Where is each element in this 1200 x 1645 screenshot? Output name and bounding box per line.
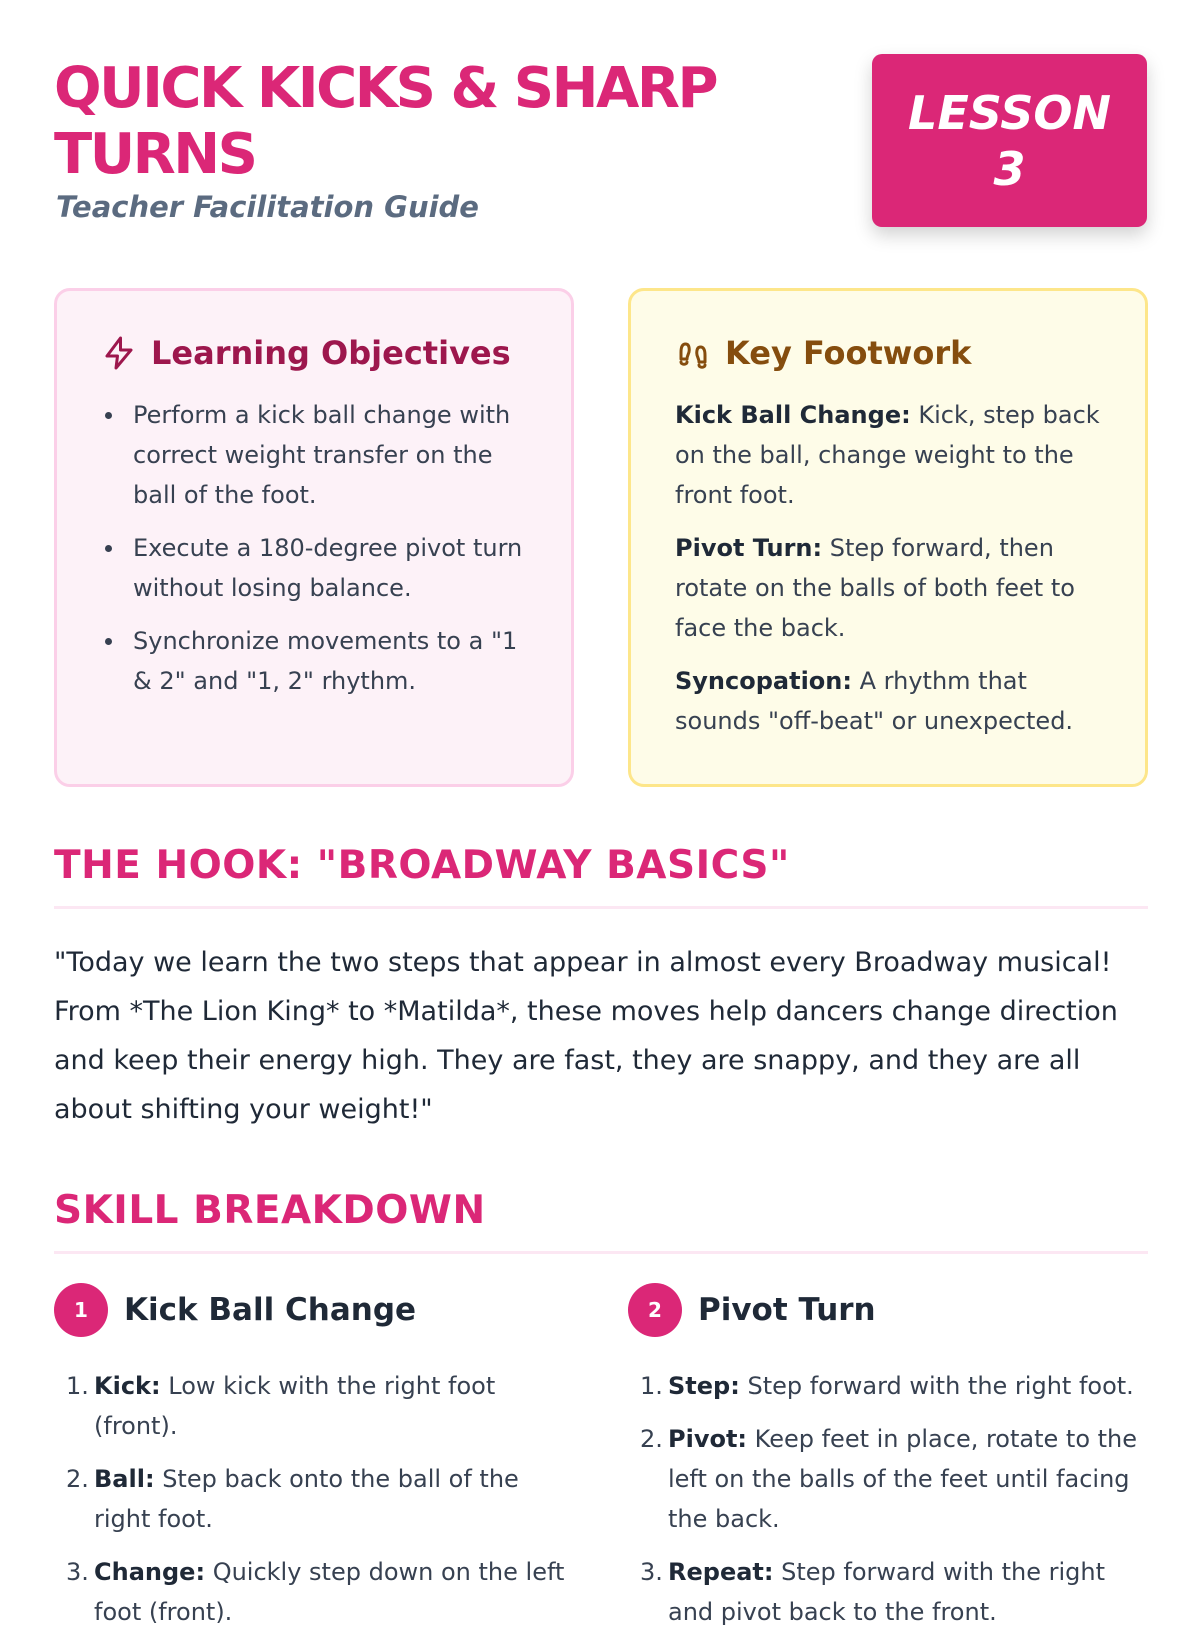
step-desc: Step back onto the ball of the right foot.: [94, 1465, 519, 1533]
kick-ball-change-header: [54, 1282, 574, 1338]
kick-ball-change-steps: [54, 1366, 574, 1632]
footwork-term: Kick Ball Change:: [675, 401, 911, 429]
step-term: Kick:: [94, 1372, 161, 1400]
lightning-icon: [101, 335, 137, 371]
step-number: 1.: [640, 1372, 663, 1400]
step-number: 3.: [640, 1558, 663, 1586]
step-number-badge: 1: [54, 1283, 108, 1337]
objective-item: Synchronize movements to a "1 & 2" and "1, 2" rhythm.: [101, 621, 531, 701]
step-number: 3.: [66, 1558, 89, 1586]
footwork-term: Pivot Turn:: [675, 534, 823, 562]
learning-objectives-title: Learning Objectives: [151, 334, 511, 372]
kick-ball-change-section: [54, 1282, 574, 1645]
footwork-item: [675, 661, 1105, 741]
lesson-badge: LESSON 3: [872, 54, 1147, 227]
step-term: Step:: [668, 1372, 740, 1400]
hook-quote: "Today we learn the two steps that appear in almost every Broadway musical! From *The Lion King* to *Matilda*, these moves help dancers change direction and keep their energy high. They are fast, they are snappy, and they are all about shifting your weight!": [54, 947, 1118, 1125]
key-footwork-title: Key Footwork: [725, 334, 972, 372]
pivot-turn-section: [628, 1282, 1148, 1645]
footwork-item: [675, 395, 1105, 515]
key-footwork-card: [628, 288, 1148, 787]
step-desc: Keep feet in place, rotate to the left on the balls of the feet until facing the back.: [668, 1425, 1138, 1533]
step-item: [54, 1366, 574, 1446]
step-term: Pivot:: [668, 1425, 748, 1453]
step-number: 2.: [640, 1425, 663, 1453]
step-item: [628, 1366, 1148, 1406]
pivot-turn-steps: [628, 1366, 1148, 1632]
hook-heading: THE HOOK: "BROADWAY BASICS": [54, 843, 790, 888]
step-item: [628, 1552, 1148, 1632]
step-number: 2.: [66, 1465, 89, 1493]
hook-divider: [54, 906, 1148, 909]
pivot-turn-header: [628, 1282, 1148, 1338]
footwork-desc: A rhythm that sounds "off-beat" or unexpected.: [675, 667, 1074, 735]
step-term: Ball:: [94, 1465, 155, 1493]
step-number: 1.: [66, 1372, 89, 1400]
step-desc: Step forward with the right foot.: [747, 1372, 1134, 1400]
skill-breakdown-divider: [54, 1251, 1148, 1254]
objective-item: Execute a 180-degree pivot turn without losing balance.: [101, 528, 531, 608]
objectives-list: [101, 395, 531, 701]
step-term: Change:: [94, 1558, 206, 1586]
lesson-title: QUICK KICKS & SHARP TURNS: [54, 56, 716, 187]
footwork-term: Syncopation:: [675, 667, 852, 695]
footwork-item: [675, 528, 1105, 648]
step-desc: Low kick with the right foot (front).: [94, 1372, 496, 1440]
skill-breakdown-heading: SKILL BREAKDOWN: [54, 1188, 486, 1233]
lesson-subtitle: Teacher Facilitation Guide: [56, 190, 479, 224]
step-item: [54, 1552, 574, 1632]
step-term: Repeat:: [668, 1558, 774, 1586]
key-footwork-header: [675, 331, 1105, 375]
objective-item: Perform a kick ball change with correct weight transfer on the ball of the foot.: [101, 395, 531, 515]
footprints-icon: [675, 335, 711, 371]
learning-objectives-card: [54, 288, 574, 787]
step-number-badge: 2: [628, 1283, 682, 1337]
footwork-desc: Kick, step back on the ball, change weight to the front foot.: [675, 401, 1100, 509]
step-item: [54, 1459, 574, 1539]
pivot-turn-title: Pivot Turn: [698, 1292, 876, 1328]
footwork-desc: Step forward, then rotate on the balls of both feet to face the back.: [675, 534, 1075, 642]
kick-ball-change-title: Kick Ball Change: [124, 1292, 417, 1328]
step-desc: Step forward with the right and pivot back to the front.: [668, 1558, 1105, 1626]
step-item: [628, 1419, 1148, 1539]
learning-objectives-header: [101, 331, 531, 375]
step-desc: Quickly step down on the left foot (front).: [94, 1558, 565, 1626]
